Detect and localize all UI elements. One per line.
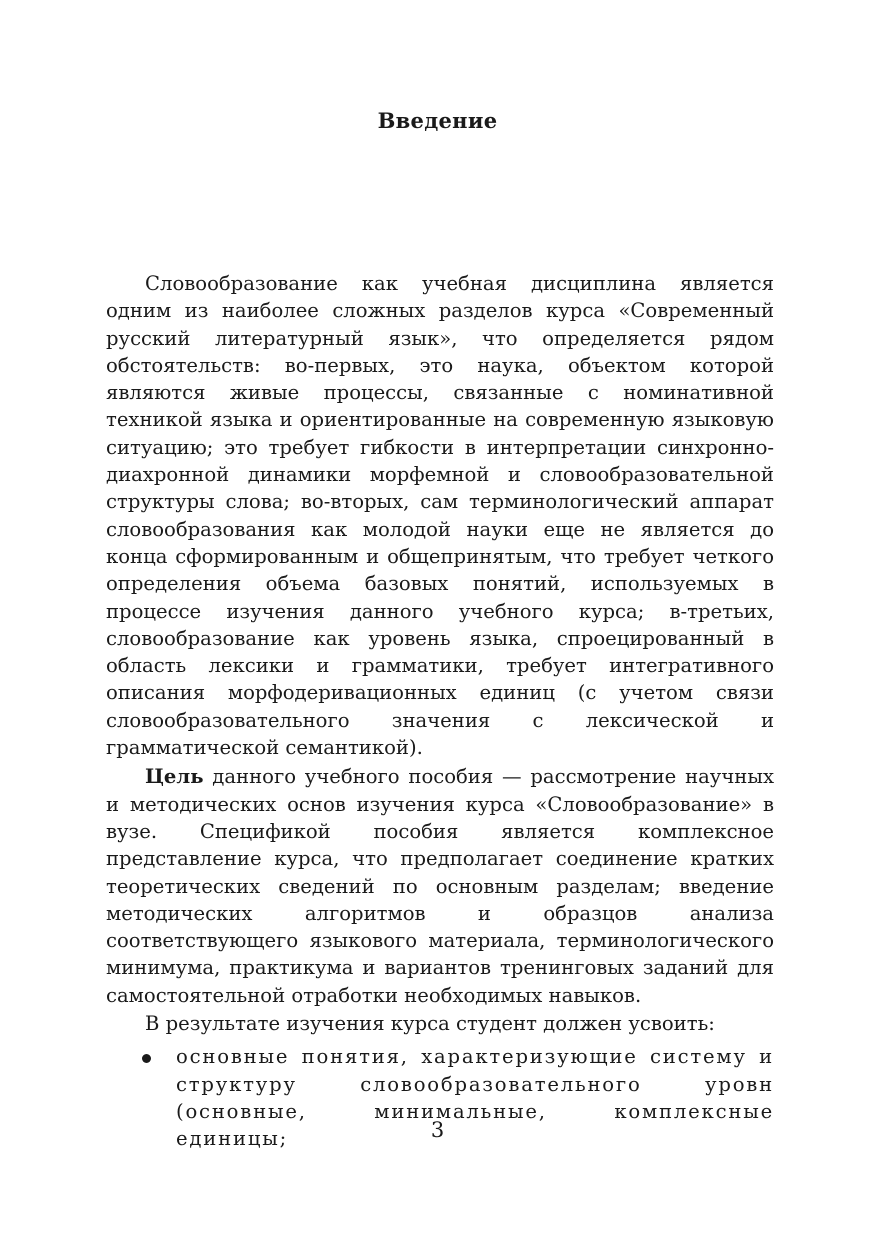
- body-text: [106, 270, 774, 1153]
- goal-text: данного учебного пособия — рассмотрение научных и методических основ изучения курса «Словообразование» в вузе. Спецификой пособия является комплексное представление курса, что предполагает соединение кратких теоретических сведений по основным разделам; введение методических алгоритмов и образцов анализа соответствующего языкового материала, терминологического минимума, практикума и вариантов тренинговых заданий для самостоятельной отработки необходимых навыков.: [106, 765, 774, 1007]
- intro-paragraph: Словообразование как учебная дисциплина является одним из наиболее сложных разделов курса «Современный русский литературный язык», что определяется рядом обстоятельств: во-первых, это наука, объектом которой являются живые процессы, связанные с номинативной техникой языка и ориентированные на современную языковую ситуацию; это требует гибкости в интерпретации синхронно-диахронной динамики морфемной и словообразовательной структуры слова; во-вторых, сам терминологический аппарат словообразования как молодой науки еще не является до конца сформированным и общепринятым, что требует четкого определения объема базовых понятий, используемых в процессе изучения данного учебного курса; в-третьих, словообразование как уровень языка, спроецированный в область лексики и грамматики, требует интегративного описания морфодеривационных единиц (с учетом связи словообразовательного значения с лексической и грамматической семантикой).: [106, 272, 774, 760]
- goal-paragraph: [106, 763, 774, 1009]
- bullet-icon: [142, 1054, 151, 1063]
- result-intro-paragraph: В результате изучения курса студент должен усвоить:: [145, 1012, 715, 1036]
- page-number: 3: [430, 1118, 445, 1142]
- goal-label: Цель: [145, 765, 204, 789]
- page-title: Введение: [377, 108, 498, 133]
- list-item-text: основные понятия, характеризующие систему и структуру словообразовательного уровн (основные, минимальные, комплексные единицы;: [176, 1045, 774, 1151]
